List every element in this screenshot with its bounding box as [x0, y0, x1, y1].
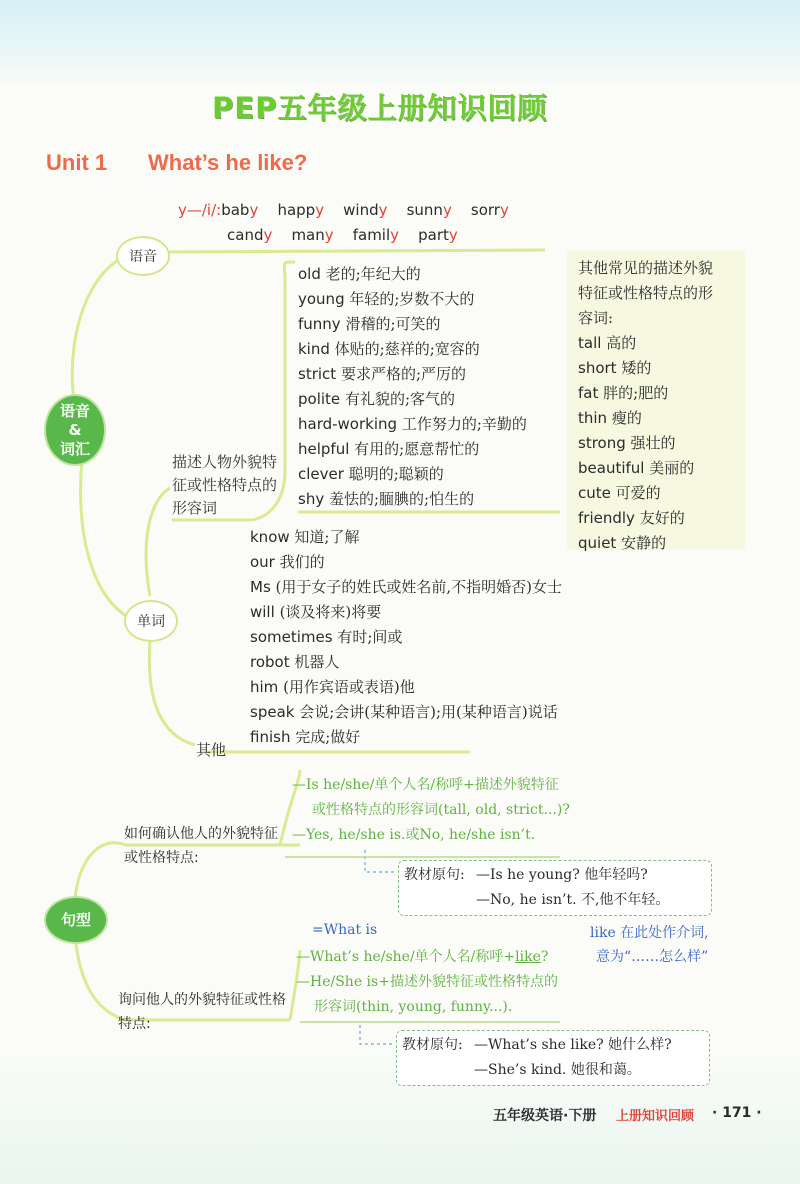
sidebox-intro-line: 特征或性格特点的形	[578, 284, 714, 302]
branch-ask-label: 询问他人的外貌特征或性格特点:	[118, 992, 286, 1032]
list-item: young 年轻的;岁数不大的	[298, 290, 475, 308]
ask-example-prefix: 教材原句:	[402, 1037, 463, 1053]
list-item: thin 瘦的	[578, 409, 642, 427]
phonics-word: sunny	[406, 201, 452, 219]
list-item: hard-working 工作努力的;辛勤的	[298, 415, 527, 433]
confirm-example-1: —Is he young? 他年轻吗?	[476, 867, 648, 883]
vocab-badge: 语音 & 词汇	[46, 396, 104, 464]
phonics-word: happy	[277, 201, 325, 219]
confirm-pattern-line-2: 或性格特点的形容词(tall, old, strict...)?	[312, 802, 570, 818]
list-item: old 老的;年纪大的	[298, 265, 421, 283]
list-item: our 我们的	[250, 553, 325, 571]
ask-pattern-line-2: —He/She is+描述外貌特征或性格特点的	[296, 974, 558, 990]
pronunciation-line-1	[178, 201, 509, 219]
unit-label: Unit 1	[46, 150, 108, 175]
list-item: Ms (用于女子的姓氏或姓名前,不指明婚否)女士	[250, 578, 563, 596]
branch-adjectives-label: 描述人物外貌特征或性格特点的形容词	[172, 453, 278, 517]
branch-confirm-label: 如何确认他人的外貌特征或性格特点:	[124, 826, 278, 866]
list-item: sometimes 有时;间或	[250, 628, 403, 646]
phonics-word: baby	[221, 201, 259, 219]
word-list	[250, 525, 562, 750]
list-item: friendly 友好的	[578, 509, 685, 527]
list-item: beautiful 美丽的	[578, 459, 695, 477]
node-pronunciation: 语音	[116, 236, 170, 276]
list-item: speak 会说;会讲(某种语言);用(某种语言)说话	[250, 703, 558, 721]
phonics-rule: y—/i/:	[178, 201, 222, 219]
branch-other: 其他	[196, 741, 227, 759]
ask-like-note-2: 意为“……怎么样”	[596, 949, 709, 965]
phonics-word: party	[418, 226, 458, 244]
footer-section: 上册知识回顾	[616, 1109, 695, 1124]
sidebox-intro-line: 其他常见的描述外貌	[578, 259, 714, 277]
unit-title: What’s he like?	[148, 150, 308, 175]
ask-pattern-line-1: —What’s he/she/单个人名/称呼+like?	[296, 949, 549, 965]
list-item: robot 机器人	[250, 653, 340, 671]
list-item: him (用作宾语或表语)他	[250, 678, 415, 696]
list-item: tall 高的	[578, 334, 637, 352]
list-item: polite 有礼貌的;客气的	[298, 390, 455, 408]
confirm-example-2: —No, he isn’t. 不,他不年轻。	[476, 892, 670, 908]
confirm-example-prefix: 教材原句:	[404, 867, 465, 883]
confirm-pattern-line-3: —Yes, he/she is.或No, he/she isn’t.	[292, 827, 536, 843]
ask-example-2: —She’s kind. 她很和蔼。	[474, 1062, 641, 1078]
phonics-word: candy	[227, 226, 273, 244]
list-item: will (谈及将来)将要	[250, 603, 382, 621]
pronunciation-line-2	[227, 226, 458, 244]
list-item: helpful 有用的;愿意帮忙的	[298, 440, 480, 458]
phonics-word: many	[291, 226, 334, 244]
list-item: fat 胖的;肥的	[578, 384, 669, 402]
list-item: kind 体贴的;慈祥的;宽容的	[298, 340, 480, 358]
phonics-word: windy	[343, 201, 388, 219]
ask-equals-note: =What is	[312, 922, 378, 938]
page-title: PEP五年级上册知识回顾	[212, 91, 548, 125]
page-number: · 171 ·	[712, 1105, 762, 1121]
list-item: quiet 安静的	[578, 534, 667, 552]
list-item: short 矮的	[578, 359, 652, 377]
phonics-word: sorry	[470, 201, 509, 219]
ask-like-note-1: like 在此处作介词,	[590, 925, 709, 941]
sidebox-intro-line: 容词:	[578, 309, 614, 327]
other-adjectives-content	[578, 256, 713, 556]
list-item: funny 滑稽的;可笑的	[298, 315, 441, 333]
list-item: strong 强壮的	[578, 434, 676, 452]
adjective-list	[298, 262, 527, 512]
list-item: clever 聪明的;聪颖的	[298, 465, 444, 483]
sentence-badge: 句型	[46, 898, 106, 942]
list-item: finish 完成;做好	[250, 728, 361, 746]
ask-example-1: —What’s she like? 她什么样?	[474, 1037, 672, 1053]
footer-book: 五年级英语·下册	[493, 1108, 597, 1124]
list-item: cute 可爱的	[578, 484, 661, 502]
node-words: 单词	[124, 600, 178, 642]
ask-pattern-line-3: 形容词(thin, young, funny...).	[314, 999, 513, 1015]
list-item: shy 羞怯的;腼腆的;怕生的	[298, 490, 475, 508]
list-item: strict 要求严格的;严厉的	[298, 365, 467, 383]
list-item: know 知道;了解	[250, 528, 360, 546]
phonics-word: family	[352, 226, 400, 244]
confirm-pattern-line-1: —Is he/she/单个人名/称呼+描述外貌特征	[292, 777, 559, 793]
